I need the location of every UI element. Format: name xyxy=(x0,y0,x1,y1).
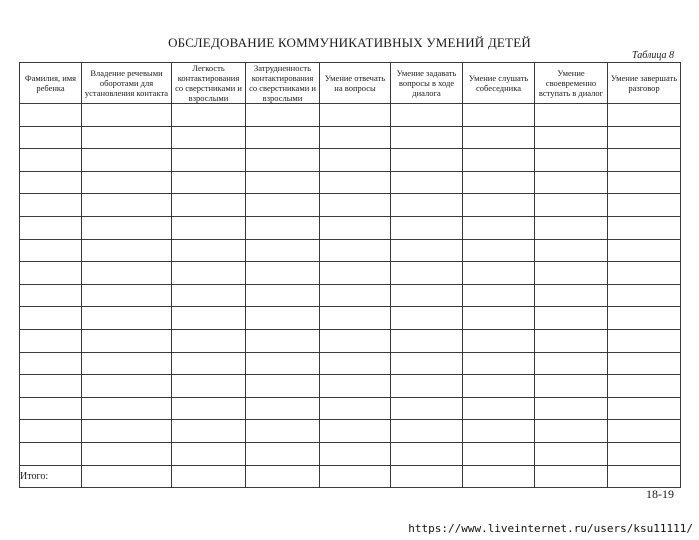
table-cell[interactable] xyxy=(320,352,391,375)
table-cell[interactable] xyxy=(535,104,608,127)
table-cell[interactable] xyxy=(20,194,82,217)
column-header-end-conversation: Умение завершать разговор xyxy=(608,63,681,104)
table-cell[interactable] xyxy=(320,126,391,149)
table-cell[interactable] xyxy=(535,420,608,443)
table-cell[interactable] xyxy=(172,262,246,285)
table-cell[interactable] xyxy=(172,329,246,352)
table-cell[interactable] xyxy=(535,352,608,375)
table-cell[interactable] xyxy=(82,397,172,420)
table-cell[interactable] xyxy=(535,262,608,285)
table-cell[interactable] xyxy=(391,375,463,398)
table-cell[interactable] xyxy=(246,104,320,127)
table-cell[interactable] xyxy=(172,397,246,420)
table-cell[interactable] xyxy=(320,149,391,172)
table-cell[interactable] xyxy=(391,194,463,217)
table-cell[interactable] xyxy=(172,104,246,127)
total-row xyxy=(20,465,681,487)
table-cell[interactable] xyxy=(463,126,535,149)
table-row xyxy=(20,375,681,398)
total-cell[interactable] xyxy=(246,465,320,487)
table-cell[interactable] xyxy=(463,104,535,127)
total-cell[interactable] xyxy=(320,465,391,487)
table-cell[interactable] xyxy=(391,284,463,307)
table-cell[interactable] xyxy=(246,397,320,420)
table-cell[interactable] xyxy=(320,397,391,420)
table-cell[interactable] xyxy=(320,307,391,330)
table-cell[interactable] xyxy=(320,442,391,465)
table-row xyxy=(20,420,681,443)
table-cell[interactable] xyxy=(172,171,246,194)
table-cell[interactable] xyxy=(172,284,246,307)
table-cell[interactable] xyxy=(608,420,681,443)
table-cell[interactable] xyxy=(20,329,82,352)
table-cell[interactable] xyxy=(20,375,82,398)
table-cell[interactable] xyxy=(608,149,681,172)
source-url[interactable]: https://www.liveinternet.ru/users/ksu11111/ xyxy=(408,522,693,535)
table-cell[interactable] xyxy=(320,239,391,262)
table-cell[interactable] xyxy=(172,239,246,262)
table-cell[interactable] xyxy=(246,239,320,262)
table-cell[interactable] xyxy=(391,442,463,465)
table-cell[interactable] xyxy=(463,329,535,352)
table-cell[interactable] xyxy=(608,126,681,149)
table-cell[interactable] xyxy=(463,171,535,194)
table-cell[interactable] xyxy=(463,397,535,420)
total-cell[interactable] xyxy=(82,465,172,487)
table-row xyxy=(20,352,681,375)
page-title: ОБСЛЕДОВАНИЕ КОММУНИКАТИВНЫХ УМЕНИЙ ДЕТЕЙ xyxy=(168,35,531,50)
table-cell[interactable] xyxy=(391,329,463,352)
table-cell[interactable] xyxy=(391,126,463,149)
table-cell[interactable] xyxy=(535,171,608,194)
table-cell[interactable] xyxy=(463,262,535,285)
table-cell[interactable] xyxy=(82,239,172,262)
table-cell[interactable] xyxy=(320,194,391,217)
table-cell[interactable] xyxy=(608,284,681,307)
table-row xyxy=(20,442,681,465)
table-cell[interactable] xyxy=(246,171,320,194)
table-cell[interactable] xyxy=(246,307,320,330)
column-header-speech-phrases: Владение речевыми оборотами для установления контакта xyxy=(82,63,172,104)
table-cell[interactable] xyxy=(535,126,608,149)
table-cell[interactable] xyxy=(608,216,681,239)
table-cell[interactable] xyxy=(246,284,320,307)
table-cell[interactable] xyxy=(20,216,82,239)
table-cell[interactable] xyxy=(608,307,681,330)
table-cell[interactable] xyxy=(20,149,82,172)
table-cell[interactable] xyxy=(246,420,320,443)
table-cell[interactable] xyxy=(82,171,172,194)
table-cell[interactable] xyxy=(608,442,681,465)
table-cell[interactable] xyxy=(391,262,463,285)
table-cell[interactable] xyxy=(246,375,320,398)
table-cell[interactable] xyxy=(20,262,82,285)
table-cell[interactable] xyxy=(82,194,172,217)
table-row xyxy=(20,262,681,285)
table-cell[interactable] xyxy=(463,375,535,398)
table-cell[interactable] xyxy=(20,352,82,375)
table-cell[interactable] xyxy=(20,171,82,194)
table-cell[interactable] xyxy=(172,126,246,149)
table-cell[interactable] xyxy=(20,284,82,307)
table-cell[interactable] xyxy=(391,239,463,262)
table-cell[interactable] xyxy=(20,126,82,149)
table-cell[interactable] xyxy=(608,104,681,127)
table-cell[interactable] xyxy=(82,329,172,352)
table-cell[interactable] xyxy=(82,104,172,127)
table-cell[interactable] xyxy=(320,284,391,307)
table-cell[interactable] xyxy=(82,216,172,239)
table-row xyxy=(20,284,681,307)
table-row xyxy=(20,216,681,239)
table-cell[interactable] xyxy=(608,329,681,352)
table-cell[interactable] xyxy=(391,171,463,194)
table-cell[interactable] xyxy=(320,420,391,443)
total-cell[interactable] xyxy=(463,465,535,487)
table-cell[interactable] xyxy=(82,149,172,172)
table-cell[interactable] xyxy=(463,239,535,262)
table-cell[interactable] xyxy=(320,329,391,352)
table-cell[interactable] xyxy=(172,420,246,443)
header-row xyxy=(20,63,681,104)
table-row xyxy=(20,104,681,127)
table-cell[interactable] xyxy=(246,352,320,375)
table-cell[interactable] xyxy=(172,442,246,465)
table-number-label: Таблица 8 xyxy=(632,50,674,61)
table-cell[interactable] xyxy=(535,375,608,398)
total-cell[interactable] xyxy=(535,465,608,487)
table-cell[interactable] xyxy=(463,352,535,375)
table-cell[interactable] xyxy=(246,126,320,149)
table-cell[interactable] xyxy=(391,397,463,420)
column-header-answer-questions: Умение отвечать на вопросы xyxy=(320,63,391,104)
table-cell[interactable] xyxy=(535,307,608,330)
table-cell[interactable] xyxy=(246,149,320,172)
table-cell[interactable] xyxy=(246,194,320,217)
table-cell[interactable] xyxy=(391,104,463,127)
total-cell[interactable] xyxy=(172,465,246,487)
table-cell[interactable] xyxy=(320,171,391,194)
table-cell[interactable] xyxy=(391,307,463,330)
table-cell[interactable] xyxy=(463,194,535,217)
table-cell[interactable] xyxy=(246,329,320,352)
table-cell[interactable] xyxy=(82,262,172,285)
table-cell[interactable] xyxy=(20,420,82,443)
table-cell[interactable] xyxy=(172,194,246,217)
total-label: Итого: xyxy=(20,465,82,487)
table-cell[interactable] xyxy=(82,375,172,398)
table-cell[interactable] xyxy=(82,284,172,307)
table-cell[interactable] xyxy=(320,262,391,285)
table-cell[interactable] xyxy=(608,375,681,398)
table-cell[interactable] xyxy=(82,420,172,443)
table-cell[interactable] xyxy=(535,239,608,262)
table-cell[interactable] xyxy=(391,420,463,443)
table-cell[interactable] xyxy=(246,216,320,239)
table-row xyxy=(20,194,681,217)
table-cell[interactable] xyxy=(20,397,82,420)
table-row xyxy=(20,126,681,149)
table-row xyxy=(20,171,681,194)
table-cell[interactable] xyxy=(535,194,608,217)
table-cell[interactable] xyxy=(608,239,681,262)
assessment-table xyxy=(19,62,681,488)
table-cell[interactable] xyxy=(172,307,246,330)
table-cell[interactable] xyxy=(246,442,320,465)
table-cell[interactable] xyxy=(608,262,681,285)
table-cell[interactable] xyxy=(82,442,172,465)
page-number: 18-19 xyxy=(646,487,674,501)
column-header-ask-questions: Умение задавать вопросы в ходе диалога xyxy=(391,63,463,104)
table-row xyxy=(20,397,681,420)
table-cell[interactable] xyxy=(320,375,391,398)
table-cell[interactable] xyxy=(463,307,535,330)
table-cell[interactable] xyxy=(246,262,320,285)
table-row xyxy=(20,149,681,172)
table-cell[interactable] xyxy=(608,194,681,217)
table-cell[interactable] xyxy=(320,216,391,239)
column-header-name: Фамилия, имя ребенка xyxy=(20,63,82,104)
table-cell[interactable] xyxy=(463,442,535,465)
table-cell[interactable] xyxy=(608,352,681,375)
table-cell[interactable] xyxy=(463,216,535,239)
table-cell[interactable] xyxy=(535,442,608,465)
table-row xyxy=(20,239,681,262)
table-body xyxy=(20,104,681,488)
table-cell[interactable] xyxy=(535,216,608,239)
table-cell[interactable] xyxy=(391,216,463,239)
table-cell[interactable] xyxy=(463,149,535,172)
table-row xyxy=(20,307,681,330)
column-header-contact-difficulty: Затрудненность контактирования со сверстниками и взрослыми xyxy=(246,63,320,104)
table-cell[interactable] xyxy=(82,126,172,149)
table-cell[interactable] xyxy=(535,284,608,307)
table-cell[interactable] xyxy=(535,397,608,420)
table-cell[interactable] xyxy=(608,397,681,420)
table-cell[interactable] xyxy=(20,239,82,262)
table-cell[interactable] xyxy=(320,104,391,127)
table-cell[interactable] xyxy=(82,352,172,375)
table-cell[interactable] xyxy=(535,329,608,352)
total-cell[interactable] xyxy=(391,465,463,487)
table-row xyxy=(20,329,681,352)
table-cell[interactable] xyxy=(391,352,463,375)
table-cell[interactable] xyxy=(391,149,463,172)
column-header-join-dialogue: Умение своевременно вступать в диалог xyxy=(535,63,608,104)
table-cell[interactable] xyxy=(172,216,246,239)
table-cell[interactable] xyxy=(20,442,82,465)
column-header-ease-of-contact: Легкость контактирования со сверстниками и взрослыми xyxy=(172,63,246,104)
table-cell[interactable] xyxy=(463,420,535,443)
table-cell[interactable] xyxy=(463,284,535,307)
table-cell[interactable] xyxy=(172,352,246,375)
table-cell[interactable] xyxy=(172,375,246,398)
table-cell[interactable] xyxy=(20,307,82,330)
table-cell[interactable] xyxy=(535,149,608,172)
table-cell[interactable] xyxy=(82,307,172,330)
table-cell[interactable] xyxy=(608,171,681,194)
column-header-listen: Умение слушать собеседника xyxy=(463,63,535,104)
total-cell[interactable] xyxy=(608,465,681,487)
table-cell[interactable] xyxy=(20,104,82,127)
table-cell[interactable] xyxy=(172,149,246,172)
